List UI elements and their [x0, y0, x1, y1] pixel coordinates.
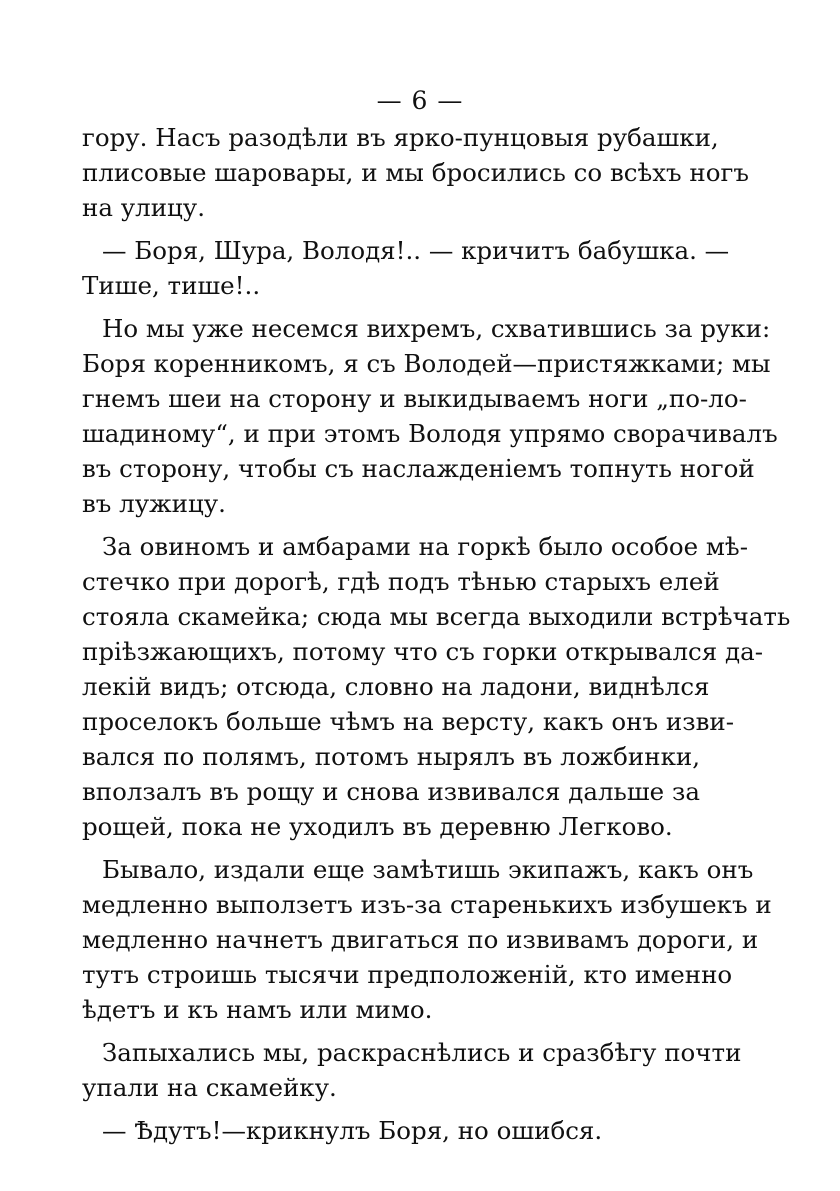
paragraph	[82, 1035, 742, 1105]
text-line: въ лужицу.	[82, 489, 226, 518]
text-line: плисовые шаровары, и мы бросились со всѣхъ ногъ	[82, 158, 749, 187]
text-line: проселокъ больше чѣмъ на версту, какъ онъ изви-	[82, 707, 734, 736]
text-line: медленно выползетъ изъ-за старенькихъ избушекъ и	[82, 890, 772, 919]
paragraph	[82, 529, 791, 844]
text-line: Но мы уже несемся вихремъ, схватившись за руки:	[102, 314, 771, 343]
text-line: стечко при дорогѣ, гдѣ подъ тѣнью старыхъ елей	[82, 567, 720, 596]
text-line: вался по полямъ, потомъ нырялъ въ ложбинки,	[82, 742, 700, 771]
text-line: въ сторону, чтобы съ наслажденіемъ топнуть ногой	[82, 454, 755, 483]
text-line: Бывало, издали еще замѣтишь экипажъ, какъ онъ	[102, 855, 754, 884]
text-line: шадиному“, и при этомъ Володя упрямо сворачивалъ	[82, 419, 778, 448]
text-line: вползалъ въ рощу и снова извивался дальше за	[82, 777, 700, 806]
text-line: Тише, тише!..	[82, 271, 261, 300]
paragraph	[82, 1113, 700, 1148]
paragraph	[82, 311, 778, 521]
text-line: — Ѣдутъ!—крикнулъ Боря, но ошибся.	[102, 1116, 603, 1145]
paragraph	[82, 852, 772, 1027]
text-line: Запыхались мы, раскраснѣлись и сразбѣгу почти	[102, 1038, 742, 1067]
paragraph	[82, 233, 730, 303]
text-line: — Боря, Шура, Володя!.. — кричитъ бабушка. —	[102, 236, 730, 265]
text-line: тутъ строишь тысячи предположеній, кто именно	[82, 960, 733, 989]
text-line: на улицу.	[82, 193, 205, 222]
text-line: упали на скамейку.	[82, 1073, 337, 1102]
text-line: За овиномъ и амбарами на горкѣ было особое мѣ-	[102, 532, 748, 561]
text-line: рощей, пока не уходилъ въ деревню Легково.	[82, 812, 673, 841]
paragraph	[82, 120, 749, 225]
text-line: гору. Насъ разодѣли въ ярко-пунцовыя рубашки,	[82, 123, 719, 152]
text-line: ѣдетъ и къ намъ или мимо.	[82, 995, 433, 1024]
text-line: лекій видъ; отсюда, словно на ладони, виднѣлся	[82, 672, 710, 701]
text-line: стояла скамейка; сюда мы всегда выходили встрѣчать	[82, 602, 791, 631]
text-line: пріѣзжающихъ, потому что съ горки открывался да-	[82, 637, 763, 666]
text-line: Боря коренникомъ, я съ Володей—пристяжками; мы	[82, 349, 771, 378]
page-number: — 6 —	[376, 86, 464, 115]
text-line: гнемъ шеи на сторону и выкидываемъ ноги „по-ло-	[82, 384, 747, 413]
text-line: медленно начнетъ двигаться по извивамъ дороги, и	[82, 925, 759, 954]
body-text	[82, 120, 791, 1148]
